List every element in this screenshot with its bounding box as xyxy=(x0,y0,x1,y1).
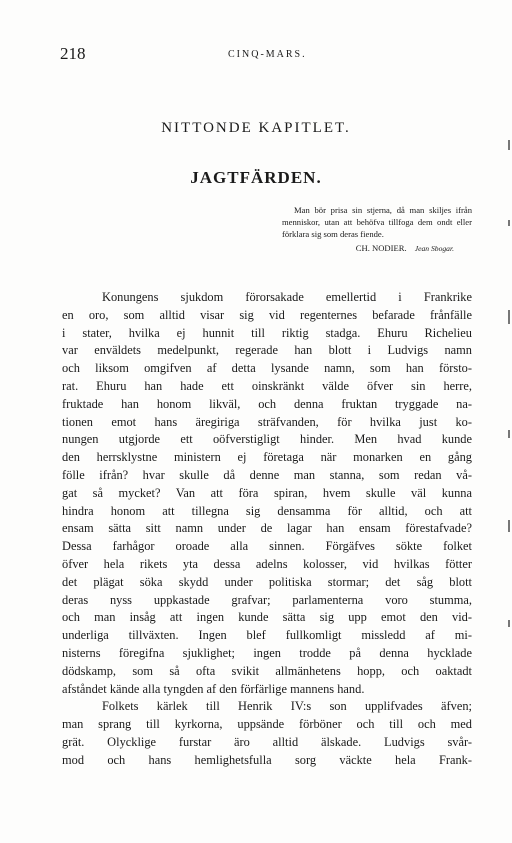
text-line: rat. Ehuru han hade ett oinskränkt välde öfver sin herre, xyxy=(62,378,472,393)
text-line: i stater, hvilka ej hunnit till riktig stadga. Ehuru Richelieu xyxy=(62,325,472,340)
text-line: tionen emot hans äregiriga sträfvanden, för hvilka just ko- xyxy=(62,414,472,429)
edge-mark xyxy=(508,520,510,532)
edge-mark xyxy=(508,220,510,226)
epigraph-text: Man bör prisa sin stjerna, då man skiljes ifrån menniskor, utan att behöfva tillfoga dem ondt eller förklara sig som deras fiende. xyxy=(282,205,472,239)
text-line: och liksom omgifven af detta lysande namn, som han försto- xyxy=(62,361,472,376)
text-line: underliga tillväxten. Ingen blef fullkomligt missledd af mi- xyxy=(62,628,472,643)
text-line: nisterns föregifna sjuklighet; ingen trodde på denna hycklade xyxy=(62,645,472,660)
page-number: 218 xyxy=(60,44,86,63)
chapter-title: NITTONDE KAPITLET. xyxy=(161,120,351,136)
text-line: dödskamp, som så ofta svikit allmänhetens hopp, och oaktadt xyxy=(62,663,472,678)
edge-mark xyxy=(508,310,510,324)
edge-mark xyxy=(508,430,510,438)
text-line: grät. Olycklige furstar äro alltid älskade. Ludvigs svår- xyxy=(62,734,472,749)
text-line: nungen utgjorde ett oöfverstigligt hinder. Men hvad kunde xyxy=(62,432,472,447)
text-line: den herrsklystne ministern ej företaga när monarken en gång xyxy=(62,450,472,465)
edge-mark xyxy=(508,620,510,627)
running-title: CINQ-MARS. xyxy=(228,49,307,60)
epigraph-work: Jean Sbogar. xyxy=(414,244,454,254)
text-line: Dessa farhågor oroade alla sinnen. Förgäfves sökte folket xyxy=(62,539,472,554)
text-line: afståndet kände alla tyngden af den förfärlige mannens hand. xyxy=(62,681,365,696)
text-line: Folkets kärlek till Henrik IV:s son upplifvades äfven; xyxy=(102,699,472,714)
text-line: var enväldets medelpunkt, regerade han blott i Ludvigs namn xyxy=(62,343,472,358)
text-line: mod och hans hemlighetsfulla sorg väckte hela Frank- xyxy=(62,752,472,767)
epigraph-author: CH. NODIER. xyxy=(355,243,407,254)
text-line: gat så mycket? Van att föra spiran, hvem skulle väl kunna xyxy=(62,485,472,500)
text-line: man sprang till kyrkorna, uppsände förböner och till och med xyxy=(62,717,472,732)
text-line: deras nyss uppkastade grafvar; parlamenterna voro stumma, xyxy=(62,592,472,607)
edge-mark xyxy=(508,140,510,150)
page-header xyxy=(60,44,472,64)
text-line: ensam sätta sitt namn under de lagar han ensam förestafvade? xyxy=(62,521,472,536)
text-line: och man insåg att ingen kunde sätta sig upp emot den vid- xyxy=(62,610,472,625)
text-line: en oro, som alltid visar sig vid regenternes befarade frånfälle xyxy=(62,307,472,322)
epigraph-attribution xyxy=(282,243,472,255)
text-line: fruktade han honom likväl, och denna fruktan tryggade na- xyxy=(62,396,472,411)
epigraph xyxy=(282,205,472,255)
chapter-subtitle: JAGTFÄRDEN. xyxy=(190,168,322,187)
body-text xyxy=(62,289,472,770)
text-line: hindra honom att tillegna sig densamma för alltid, och att xyxy=(62,503,472,518)
text-line: Konungens sjukdom förorsakade emellertid i Frankrike xyxy=(102,290,472,304)
text-line: fölle ifrån? hvar skulle då denne man stanna, som redan vå- xyxy=(62,467,472,482)
text-line: öfver hela rikets yta dessa adelns kolosser, vid hvilkas fötter xyxy=(62,556,472,571)
page-edge-marks xyxy=(504,100,510,700)
text-line: det plägat söka skydd under politiska stormar; det såg blott xyxy=(62,574,472,589)
